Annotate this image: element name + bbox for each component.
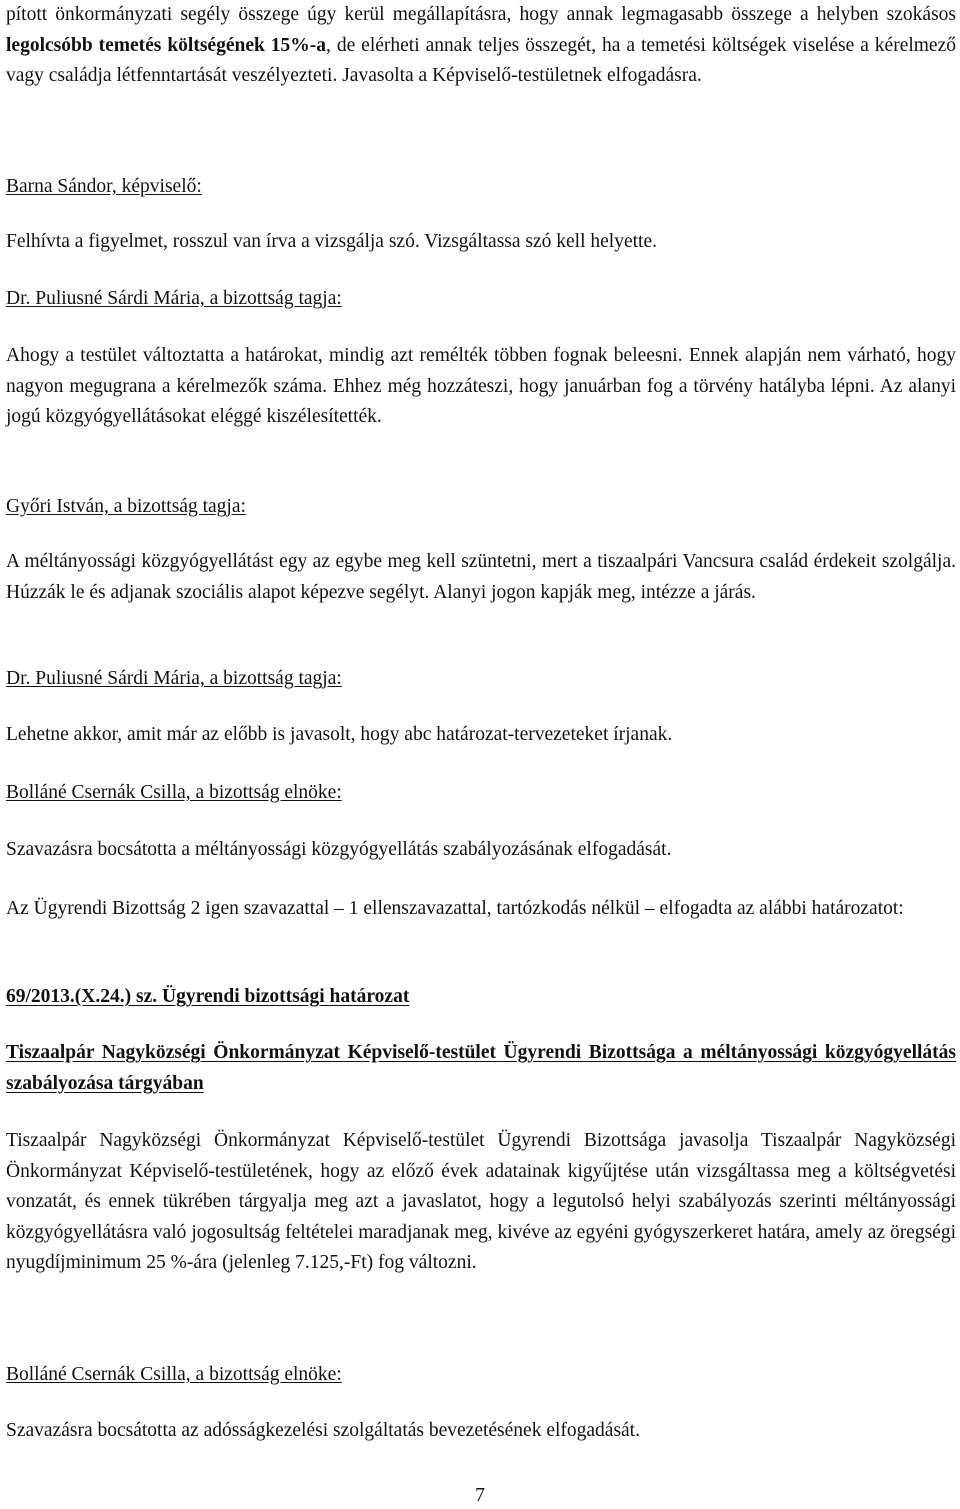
speaker-gyori: Győri István, a bizottság tagja:: [6, 496, 246, 517]
vote-result: Az Ügyrendi Bizottság 2 igen szavazattal – 1 ellenszavazattal, tartózkodás nélkül – elfogadta az alábbi határozatot:: [6, 898, 904, 919]
speaker-barna: Barna Sándor, képviselő:: [6, 176, 202, 197]
statement-puliusne-2: Lehetne akkor, amit már az előbb is javasolt, hogy abc határozat-tervezeteket írjanak.: [6, 724, 673, 745]
opening-text-pre: pított önkormányzati segély összege úgy kerül megállapításra, hogy annak legmagasabb összege a helyben szokásos: [6, 4, 956, 25]
page-number: 7: [475, 1485, 485, 1506]
speaker-bollane-1: Bolláné Csernák Csilla, a bizottság elnöke:: [6, 782, 342, 803]
resolution-number: 69/2013.(X.24.) sz. Ügyrendi bizottsági határozat: [6, 986, 410, 1007]
opening-text-post: , de elérheti annak teljes összegét, ha a temetési költségek viselése a kérelmező vagy családja létfenntartását veszélyezteti. Javasolta a Képviselő-testületnek elfogadásra.: [6, 34, 956, 86]
speaker-puliusne-1: Dr. Puliusné Sárdi Mária, a bizottság tagja:: [6, 288, 342, 309]
resolution-body: Tiszaalpár Nagyközségi Önkormányzat Képviselő-testület Ügyrendi Bizottsága javasolja Tiszaalpár Nagyközségi Önkormányzat Képviselő-testületének, hogy az előző évek adatainak kigyűjtése után vizsgáltassa meg a költségvetési vonzatát, és ennek tükrében tárgyalja meg azt a javaslatot, hogy a legutolsó helyi szabályozás szerinti méltányossági közgyógyellátásra való jogosultság feltételei maradjanak meg, kivéve az egyéni gyógyszerkeret határa, amely az öregségi nyugdíjminimum 25 %-ára (jelenleg 7.125,-Ft) fog változni.: [6, 1130, 956, 1273]
statement-bollane-1: Szavazásra bocsátotta a méltányossági közgyógyellátás szabályozásának elfogadását.: [6, 839, 672, 860]
statement-gyori: A méltányossági közgyógyellátást egy az egybe meg kell szüntetni, mert a tiszaalpári Vancsura család érdekeit szolgálja. Húzzák le és adjanak szociális alapot képezve segélyt. Alanyi jogon kapják meg, intézze a járás.: [6, 551, 956, 603]
statement-bollane-2: Szavazásra bocsátotta az adósságkezelési szolgáltatás bevezetésének elfogadását.: [6, 1420, 640, 1441]
opening-text-bold: legolcsóbb temetés költségének 15%-a: [6, 34, 327, 56]
statement-puliusne-1: Ahogy a testület változtatta a határokat, mindig azt remélték többen fognak beleesni. Ennek alapján nem várható, hogy nagyon megugrana a kérelmezők száma. Ehhez még hozzáteszi, hogy januárban fog a törvény hatályba lépni. Az alanyi jogú közgyógyellátásokat eléggé kiszélesítették.: [6, 345, 956, 427]
speaker-bollane-2: Bolláné Csernák Csilla, a bizottság elnöke:: [6, 1364, 342, 1385]
opening-paragraph: [6, 0, 956, 92]
speaker-puliusne-2: Dr. Puliusné Sárdi Mária, a bizottság tagja:: [6, 668, 342, 689]
resolution-subject: Tiszaalpár Nagyközségi Önkormányzat Képviselő-testület Ügyrendi Bizottsága a méltányossági közgyógyellátás szabályozása tárgyában: [6, 1042, 956, 1094]
statement-barna: Felhívta a figyelmet, rosszul van írva a vizsgálja szó. Vizsgáltassa szó kell helyette.: [6, 231, 657, 252]
